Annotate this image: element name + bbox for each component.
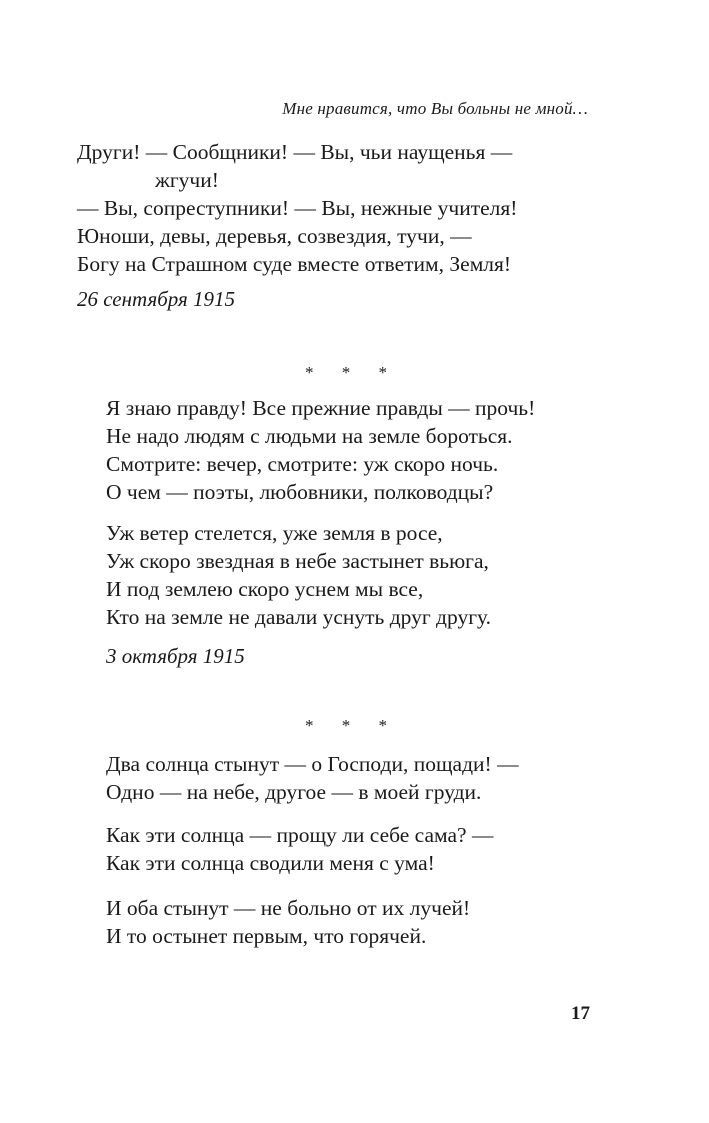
section-separator: * * * [305, 363, 399, 382]
poem-line: О чем — поэты, любовники, полководцы? [106, 480, 494, 504]
poem-line: Юноши, девы, деревья, созвездия, тучи, — [77, 224, 472, 248]
poem-line: Кто на земле не давали уснуть друг другу. [106, 605, 492, 629]
poem-line: Как эти солнца сводили меня с ума! [106, 851, 435, 875]
poem-line: И то остынет первым, что горячей. [106, 924, 427, 948]
poem-1 [77, 138, 517, 278]
running-head: Мне нравится, что Вы больны не мной… [282, 99, 588, 118]
poem-line: И под землею скоро уснем мы все, [106, 577, 424, 601]
poem-line: Два солнца стынут — о Господи, пощади! — [106, 752, 519, 776]
poem-line: Уж ветер стелется, уже земля в росе, [106, 521, 443, 545]
section-separator: * * * [305, 716, 399, 735]
poem-line: Уж скоро звездная в небе застынет вьюга, [106, 549, 489, 573]
poem-line: Други! — Сообщники! — Вы, чьи наущенья — [77, 140, 513, 164]
page-number: 17 [571, 1003, 590, 1024]
poem-line: Я знаю правду! Все прежние правды — прочь! [106, 396, 536, 420]
poem-3-stanza-2 [106, 821, 493, 877]
poem-3-stanza-1 [106, 750, 519, 806]
poem-line: Как эти солнца — прощу ли себе сама? — [106, 823, 494, 847]
poem-line: Не надо людям с людьми на земле бороться. [106, 424, 513, 448]
poem-2-stanza-1 [106, 394, 535, 506]
poem-line: Богу на Страшном суде вместе ответим, Земля! [77, 252, 512, 276]
poem-date: 3 октября 1915 [106, 644, 245, 668]
poem-3-stanza-3 [106, 894, 470, 950]
poem-line: жгучи! [155, 168, 219, 192]
poem-line: Смотрите: вечер, смотрите: уж скоро ночь. [106, 452, 499, 476]
poem-date: 26 сентября 1915 [77, 287, 236, 311]
poem-line: — Вы, сопреступники! — Вы, нежные учителя! [77, 196, 518, 220]
poem-2-stanza-2 [106, 519, 491, 631]
poem-line: Одно — на небе, другое — в моей груди. [106, 780, 482, 804]
poem-line: И оба стынут — не больно от их лучей! [106, 896, 471, 920]
